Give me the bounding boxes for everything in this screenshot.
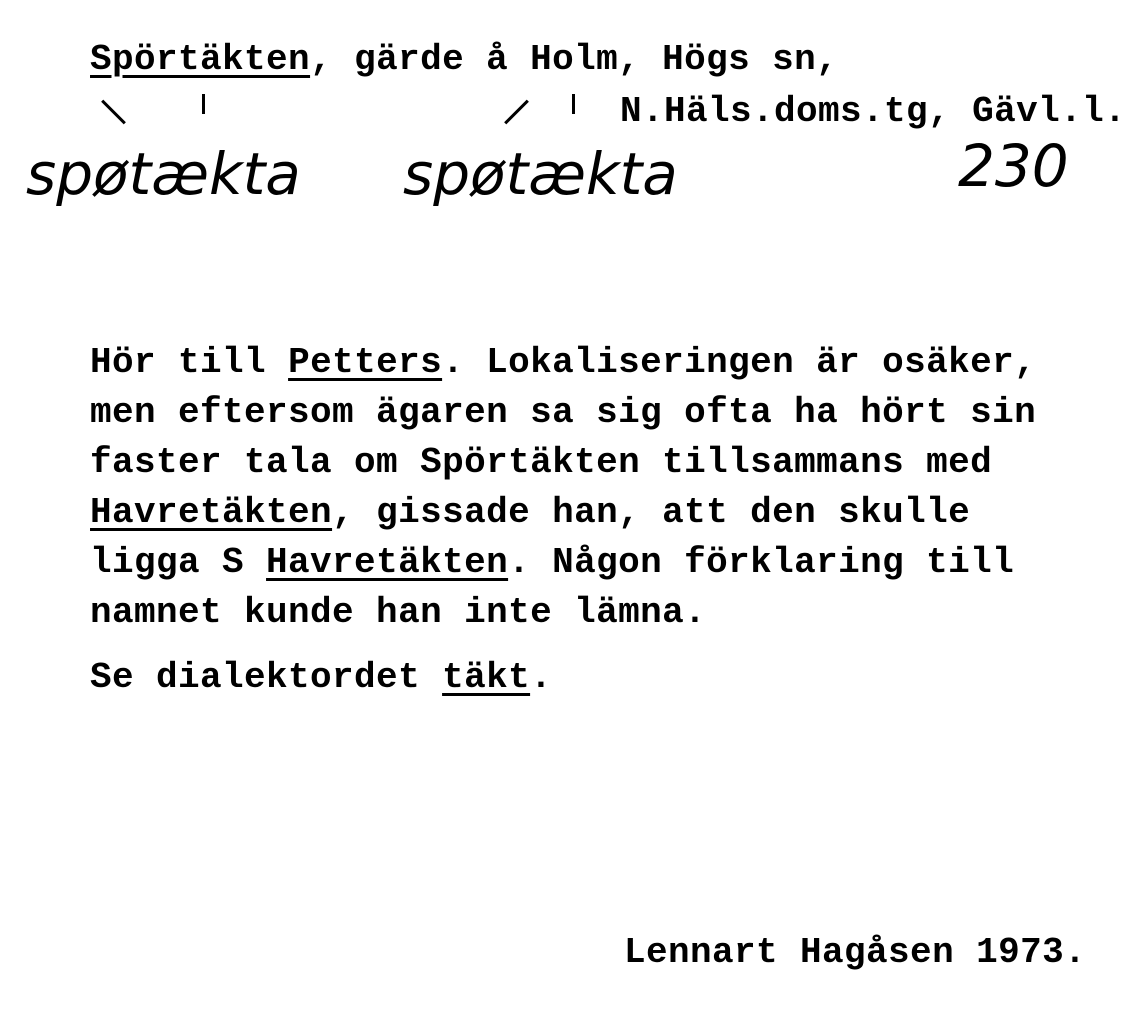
body-text: . Någon förklaring till xyxy=(508,542,1015,583)
body-text: , gissade han, att den skulle xyxy=(332,492,971,533)
body-text: . Lokaliseringen är osäker, xyxy=(442,342,1037,383)
body-text: men eftersom ägaren sa sig ofta ha hört sin xyxy=(90,392,1037,433)
body-text: faster tala om Spörtäkten tillsammans med xyxy=(90,442,993,483)
body-text: Se dialektordet xyxy=(90,657,443,698)
ref-havretakten: Havretäkten xyxy=(90,492,333,533)
signature-text: Lennart Hagåsen 1973. xyxy=(624,932,1087,973)
stress-mark xyxy=(202,94,205,114)
signature xyxy=(536,893,1086,1013)
body-text: . xyxy=(530,657,553,698)
pronunciation-form-1: spøtækta xyxy=(26,140,301,208)
district-text: N.Häls.doms.tg, Gävl.l. xyxy=(620,91,1127,132)
body-text: namnet kunde han inte lämna. xyxy=(90,592,707,633)
header-rest: , gärde å Holm, Högs sn, xyxy=(310,39,839,80)
place-name: Spörtäkten xyxy=(90,39,311,80)
ref-takt: täkt xyxy=(442,657,531,698)
pronunciation-form-2: spøtækta xyxy=(403,140,678,208)
see-also-line xyxy=(2,618,552,738)
ref-havretakten: Havretäkten xyxy=(266,542,509,583)
body-text: Hör till xyxy=(90,342,289,383)
body-text: ligga S xyxy=(90,542,267,583)
ref-petters: Petters xyxy=(288,342,443,383)
stress-mark xyxy=(572,94,575,114)
record-number: 230 xyxy=(958,132,1069,200)
